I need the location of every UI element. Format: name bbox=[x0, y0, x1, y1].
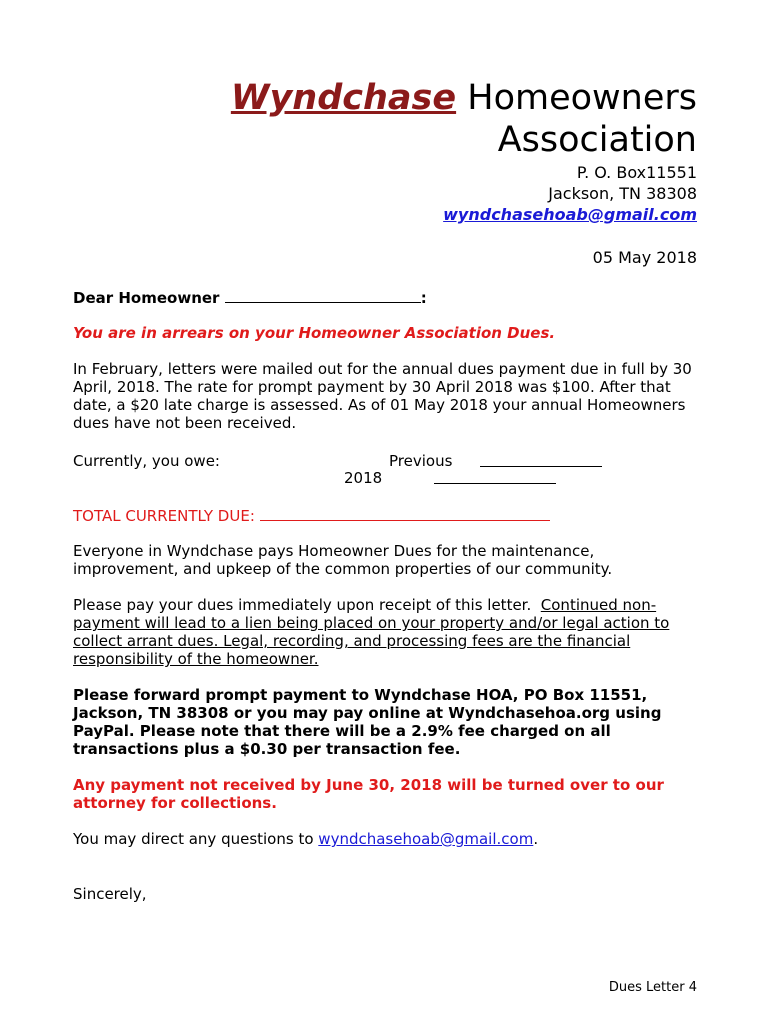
pay-immediately-intro: Please pay your dues immediately upon receipt of this letter. bbox=[73, 596, 532, 614]
paragraph-dues-purpose: Everyone in Wyndchase pays Homeowner Dues for the maintenance, improvement, and upkeep of the common properties of our community. bbox=[73, 542, 613, 578]
owe-year-label: 2018 bbox=[344, 469, 383, 487]
lien-warning: Continued non-payment will lead to a lien being placed on your property and/or legal action to collect arrant dues. Legal, recording, and processing fees are the financial responsibility of the homeowner. bbox=[73, 596, 670, 668]
arrears-notice: You are in arrears on your Homeowner Association Dues. bbox=[73, 324, 556, 342]
owe-previous-label: Previous bbox=[389, 452, 453, 470]
brand-name: Wyndchase bbox=[230, 78, 457, 118]
paragraph-payment-instructions: Please forward prompt payment to Wyndchase HOA, PO Box 11551, Jackson, TN 38308 or you may pay online at Wyndchasehoa.org using PayPal. Please note that there will be a 2.9% fee charged on all transactions plus a $0.30 per transaction fee. bbox=[73, 686, 662, 758]
salutation-colon: : bbox=[420, 289, 427, 307]
total-due-blank[interactable] bbox=[260, 506, 550, 521]
questions-end: . bbox=[533, 830, 539, 848]
letterhead-title-line2: Association bbox=[497, 120, 697, 160]
address-po-box: P. O. Box11551 bbox=[576, 163, 697, 182]
total-due bbox=[73, 506, 550, 525]
address-city: Jackson, TN 38308 bbox=[548, 184, 697, 203]
year-amount-line[interactable] bbox=[434, 469, 556, 484]
salutation-label: Dear Homeowner bbox=[73, 289, 220, 307]
header-email-link[interactable] bbox=[443, 205, 697, 225]
title-rest: Homeowners bbox=[467, 78, 697, 118]
letter-date: 05 May 2018 bbox=[592, 248, 697, 267]
questions-line bbox=[73, 830, 538, 848]
questions-email-link[interactable]: wyndchasehoab@gmail.com bbox=[318, 830, 534, 848]
questions-intro: You may direct any questions to bbox=[73, 830, 314, 848]
total-due-label: TOTAL CURRENTLY DUE: bbox=[73, 507, 255, 525]
paragraph-dues-history: In February, letters were mailed out for the annual dues payment due in full by 30 April, 2018. The rate for prompt payment by 30 April 2018 was $100. After that date, a $20 late charge is assessed. As of 01 May 2018 your annual Homeowners dues have not been received. bbox=[73, 360, 692, 432]
paragraph-collections-warning: Any payment not received by June 30, 2018 will be turned over to our attorney for collections. bbox=[73, 776, 664, 812]
header-email-text[interactable]: wyndchasehoab@gmail.com bbox=[443, 205, 697, 224]
previous-amount-line[interactable] bbox=[480, 452, 602, 467]
footer-label: Dues Letter 4 bbox=[608, 980, 697, 995]
homeowner-name-blank[interactable] bbox=[225, 288, 421, 303]
owe-year-blank[interactable] bbox=[434, 469, 556, 488]
owe-label: Currently, you owe: bbox=[73, 452, 220, 470]
paragraph-pay-immediately bbox=[73, 596, 699, 668]
closing: Sincerely, bbox=[73, 885, 147, 903]
salutation bbox=[73, 288, 427, 307]
letterhead-title bbox=[231, 78, 697, 118]
